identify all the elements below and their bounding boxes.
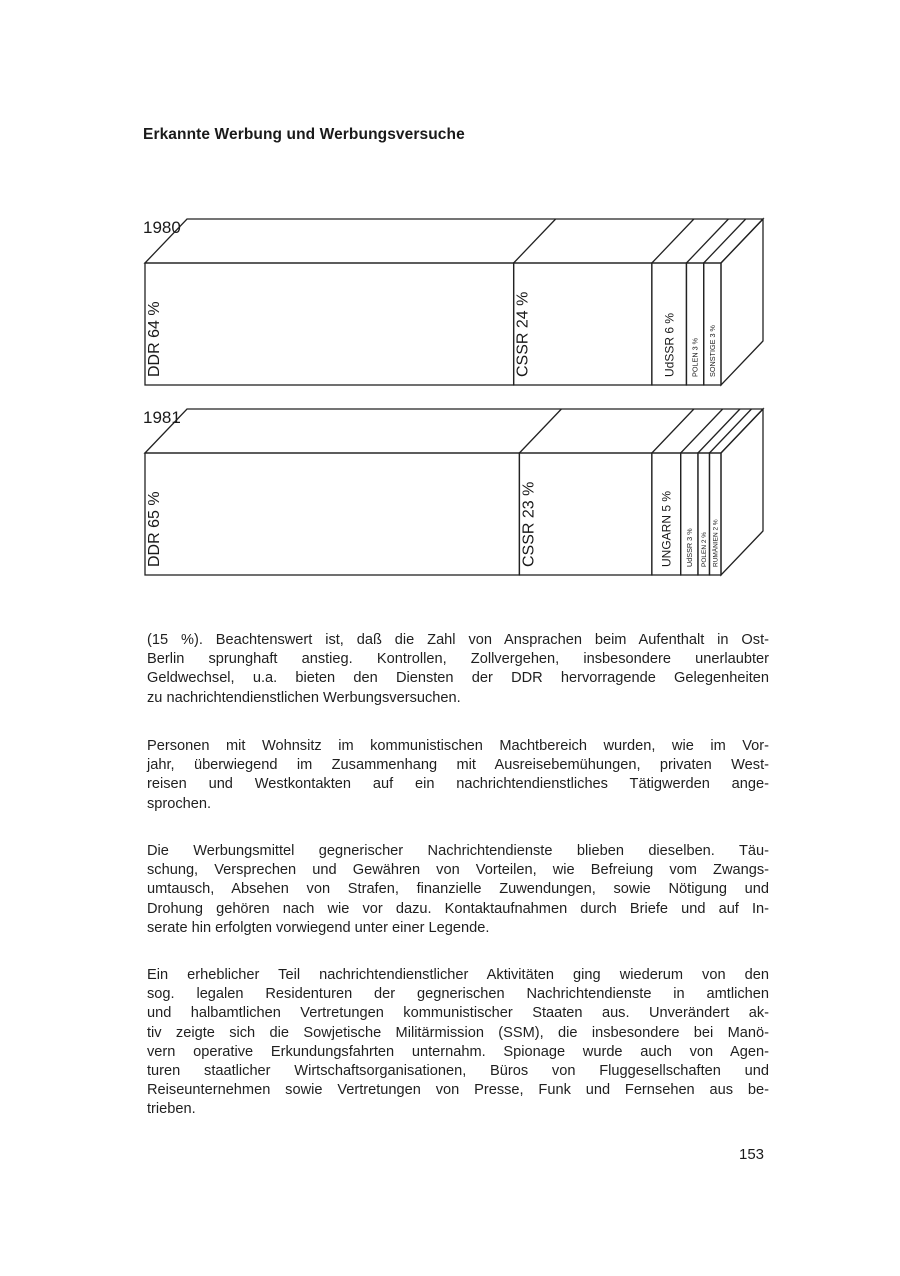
bar-segment-ddr	[145, 453, 519, 575]
top-divider	[704, 219, 746, 263]
text-line: serate hin erfolgten vorwiegend unter einer Legende.	[147, 919, 490, 936]
text-line: jahr, überwiegend im Zusammenhang mit Ausreisebemühungen, privaten West-	[147, 757, 769, 774]
text-line: reisen und Westkontakten auf ein nachrichtendienstliches Tätigwerden ange-	[147, 776, 769, 793]
segment-label: CSSR 24 %	[514, 291, 532, 377]
top-divider	[686, 219, 728, 263]
text-line: sprochen.	[147, 795, 212, 812]
text-line: tiv zeigte sich die Sowjetische Militärmission (SSM), die insbesondere bei Manö-	[147, 1024, 769, 1041]
segment-label: SONSTIGE 3 %	[707, 325, 717, 377]
paragraph-2	[147, 737, 769, 814]
text-line: trieben.	[147, 1101, 196, 1118]
year-label: 1981	[143, 408, 181, 427]
text-line: zu nachrichtendienstlichen Werbungsversuchen.	[147, 689, 461, 706]
bar-segment-ddr	[145, 263, 514, 385]
segment-label: DDR 65 %	[146, 491, 163, 567]
side-face	[721, 219, 763, 385]
top-divider	[652, 219, 694, 263]
top-face	[145, 409, 763, 453]
page-number: 153	[739, 1146, 765, 1163]
paragraph-1	[147, 631, 769, 708]
bar-segment-cssr	[519, 453, 651, 575]
segment-label: CSSR 23 %	[520, 481, 538, 567]
segment-label: POLEN 2 %	[701, 531, 709, 567]
text-line: Berlin sprunghaft anstieg. Kontrollen, Zollvergehen, insbesondere unerlaubter	[147, 651, 769, 668]
text-line: und halbamtlichen Vertretungen kommunistischer Staaten aus. Unverändert ak-	[147, 1005, 769, 1022]
bar-segment-cssr	[514, 263, 652, 385]
text-line: (15 %). Beachtenswert ist, daß die Zahl von Ansprachen beim Aufenthalt in Ost-	[147, 632, 769, 648]
text-line: Personen mit Wohnsitz im kommunistischen Machtbereich wurden, wie im Vor-	[147, 738, 769, 754]
paragraph-4	[147, 966, 769, 1120]
segment-label: UdSSR 3 %	[684, 528, 694, 567]
text-line: Reiseunternehmen sowie Vertretungen von Presse, Funk und Fernsehen aus be-	[147, 1082, 769, 1099]
segment-label: UdSSR 6 %	[662, 312, 677, 377]
segment-label: POLEN 3 %	[690, 337, 700, 377]
top-divider	[519, 409, 561, 453]
page-title: Erkannte Werbung und Werbungsversuche	[143, 126, 465, 143]
text-line: vern operative Erkundungsfahrten unternahm. Spionage wurde auch von Agen-	[147, 1043, 769, 1060]
paragraph-3	[147, 842, 769, 938]
stacked-bar-chart	[0, 0, 900, 620]
text-line: Ein erheblicher Teil nachrichtendienstlicher Aktivitäten ging wiederum von den	[147, 967, 769, 983]
top-divider	[698, 409, 740, 453]
year-label: 1980	[143, 218, 181, 237]
segment-label: DDR 64 %	[146, 301, 163, 377]
text-line: Geldwechsel, u.a. bieten den Diensten der DDR hervorragende Gelegenheiten	[147, 670, 769, 687]
top-divider	[514, 219, 556, 263]
segment-label: RUMÄNIEN 2 %	[712, 519, 720, 567]
top-face	[145, 219, 763, 263]
text-line: sog. legalen Residenturen der gegnerischen Nachrichtendienste in amtlichen	[147, 986, 769, 1003]
text-line: Drohung gehören nach wie vor dazu. Kontaktaufnahmen durch Briefe und auf In-	[147, 900, 769, 917]
text-line: schung, Versprechen und Gewähren von Vorteilen, wie Befreiung vom Zwangs-	[147, 862, 769, 879]
segment-label: UNGARN 5 %	[659, 490, 674, 567]
text-line: umtausch, Absehen von Strafen, finanzielle Zuwendungen, sowie Nötigung und	[147, 881, 769, 898]
text-line: Die Werbungsmittel gegnerischer Nachrichtendienste blieben dieselben. Täu-	[147, 843, 769, 859]
text-line: turen staatlicher Wirtschaftsorganisationen, Büros von Fluggesellschaften und	[147, 1063, 769, 1080]
